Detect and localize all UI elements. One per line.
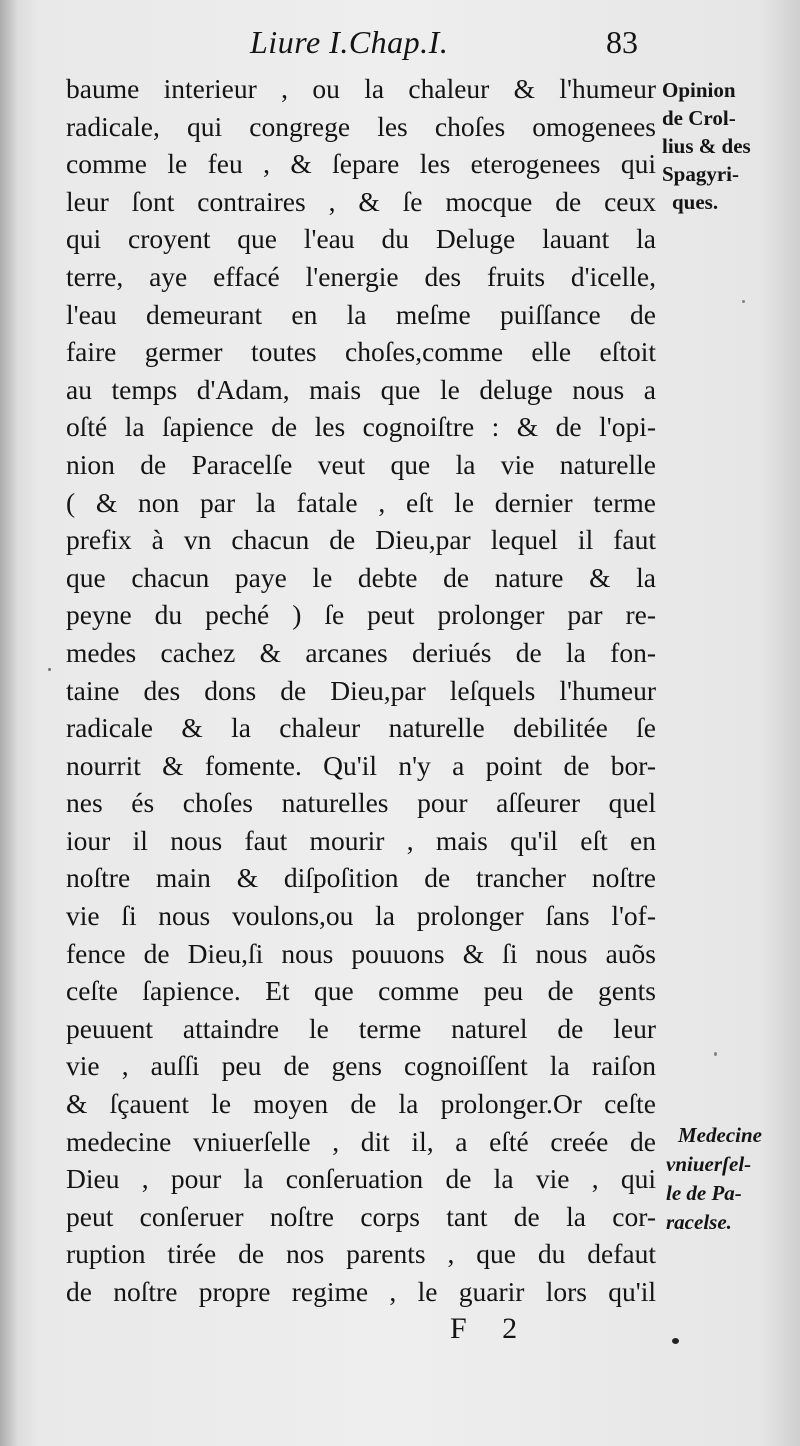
ink-speck <box>742 300 745 303</box>
marginal-note-line: Opinion <box>662 78 736 102</box>
text-line: faire germer toutes choſes,comme elle eſtoit <box>66 336 656 368</box>
text-line: radicale, qui congrege les choſes omogenees <box>66 110 656 142</box>
text-line: terre, aye effacé l'energie des fruits d'icelle, <box>66 260 656 292</box>
text-line: prefix à vn chacun de Dieu,par lequel il faut <box>66 524 656 556</box>
marginal-note-line: vniuerſel- <box>666 1152 752 1176</box>
text-line: l'eau demeurant en la meſme puiſſance de <box>66 298 656 330</box>
text-line: de noſtre propre regime , le guarir lors qu'il <box>66 1276 656 1307</box>
text-line: Dieu , pour la conſeruation de la vie , qui <box>66 1163 656 1195</box>
text-line: medes cachez & arcanes deriués de la fon- <box>66 636 656 668</box>
text-line: vie ſi nous voulons,ou la prolonger ſans l'of- <box>66 900 656 932</box>
marginal-note-line: racelse. <box>666 1210 732 1234</box>
running-head-title: Liure I.Chap.I. <box>250 24 449 60</box>
marginal-note-line: de Crol- <box>662 106 736 130</box>
text-line: & ſçauent le moyen de la prolonger.Or ceſte <box>66 1088 656 1120</box>
ink-speck <box>714 1052 717 1056</box>
page-number: 83 <box>606 24 638 60</box>
text-line: comme le feu , & ſepare les eterogenees qui <box>66 148 656 180</box>
text-line: noſtre main & diſpoſition de trancher noſtre <box>66 862 656 894</box>
marginal-note-line: le de Pa- <box>666 1181 742 1205</box>
ink-speck <box>48 668 51 671</box>
text-line: leur ſont contraires , & ſe mocque de ceux <box>66 185 656 217</box>
text-line: ceſte ſapience. Et que comme peu de gents <box>66 975 656 1007</box>
text-line: qui croyent que l'eau du Deluge lauant la <box>66 223 656 255</box>
text-line: taine des dons de Dieu,par leſquels l'humeur <box>66 674 656 706</box>
text-line: iour il nous faut mourir , mais qu'il eſt en <box>66 824 656 856</box>
marginal-note-line: lius & des <box>662 134 751 158</box>
text-line: au temps d'Adam, mais que le deluge nous a <box>66 373 656 405</box>
text-line: nourrit & fomente. Qu'il n'y a point de bor- <box>66 749 656 781</box>
marginal-note-paracelse <box>666 1121 762 1237</box>
marginal-note-crollius <box>662 76 751 216</box>
signature-mark: F 2 <box>450 1312 532 1345</box>
text-line: vie , auſſi peu de gens cognoiſſent la raiſon <box>66 1050 656 1082</box>
text-line: oſté la ſapience de les cognoiſtre : & de l'opi- <box>66 411 656 443</box>
text-line: ruption tirée de nos parents , que du defaut <box>66 1238 656 1270</box>
text-line: baume interieur , ou la chaleur & l'humeur <box>66 73 656 104</box>
text-line: ( & non par la fatale , eſt le dernier terme <box>66 486 656 518</box>
text-line: medecine vniuerſelle , dit il, a eſté creée de <box>66 1125 656 1157</box>
text-line: nion de Paracelſe veut que la vie naturelle <box>66 448 656 480</box>
text-line: peut conſeruer noſtre corps tant de la cor- <box>66 1200 656 1232</box>
text-line: fence de Dieu,ſi nous pouuons & ſi nous auõs <box>66 937 656 969</box>
text-line: nes és choſes naturelles pour aſſeurer quel <box>66 787 656 819</box>
text-line: que chacun paye le debte de nature & la <box>66 561 656 593</box>
marginal-note-line: Spagyri- <box>662 162 740 186</box>
text-line: peyne du peché ) ſe peut prolonger par re- <box>66 599 656 631</box>
body-text <box>66 70 656 1311</box>
ink-speck <box>672 1338 679 1344</box>
spine-shadow <box>0 0 18 1446</box>
text-line: peuuent attaindre le terme naturel de leur <box>66 1012 656 1044</box>
marginal-note-line: ques. <box>672 190 719 214</box>
marginal-note-line: Medecine <box>678 1123 762 1147</box>
text-line: radicale & la chaleur naturelle debilitée ſe <box>66 712 656 744</box>
